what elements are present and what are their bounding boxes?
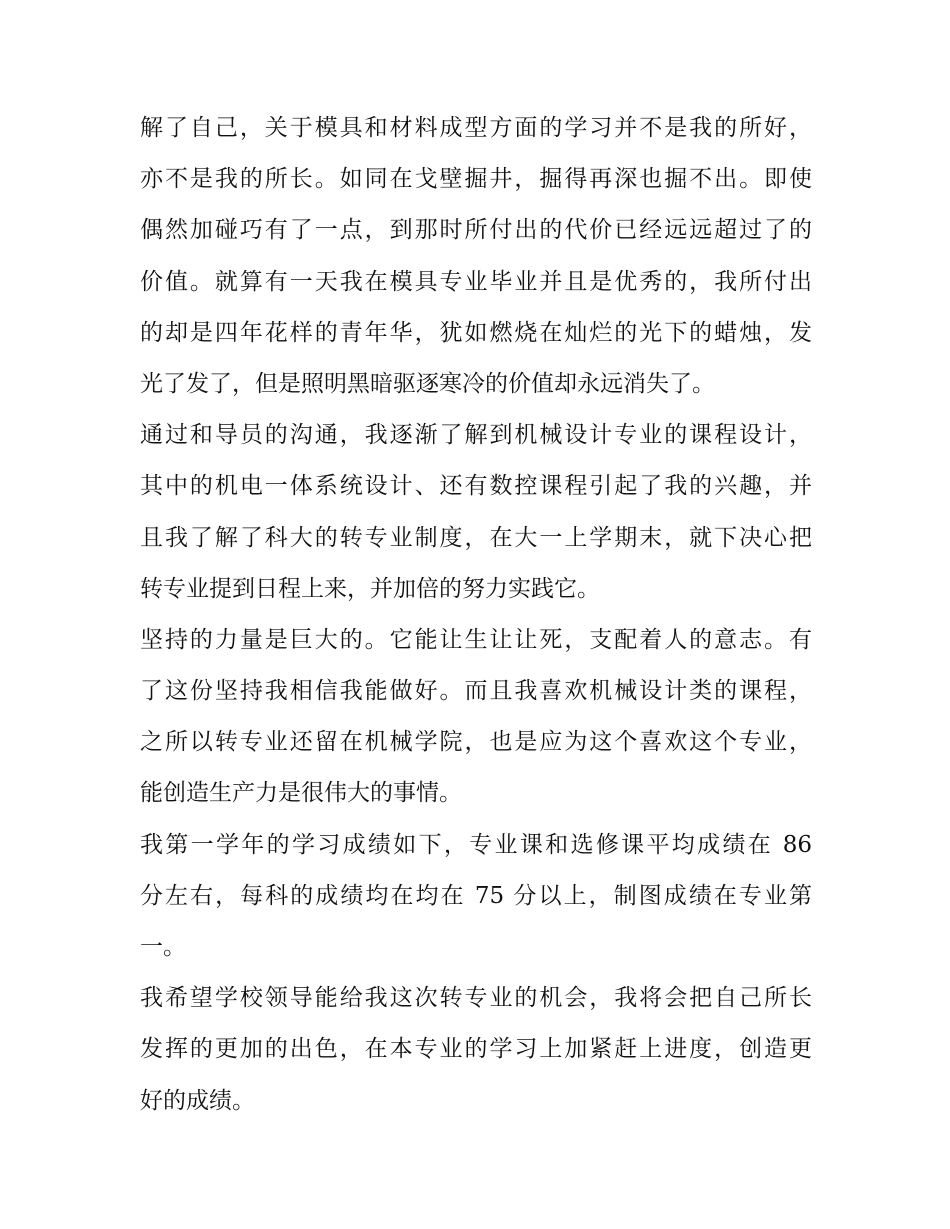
paragraph-4 [140,820,812,974]
text-line: 通过和导员的沟通，我逐渐了解到机械设计专业的课程设计， [140,422,812,449]
text-line: 价值。就算有一天我在模具专业毕业并且是优秀的，我所付出 [140,268,812,295]
text-line: 能创造生产力是很伟大的事情。 [140,780,462,807]
paragraph-5 [140,973,812,1127]
text-line: 亦不是我的所长。如同在戈壁掘井，掘得再深也掘不出。即使 [140,166,812,193]
text-line: 我希望学校领导能给我这次转专业的机会，我将会把自己所长 [140,985,812,1012]
text-line: 一。 [140,934,186,960]
document-body [140,103,812,1127]
text-line: 坚持的力量是巨大的。它能让生让让死，支配着人的意志。有 [140,626,812,653]
text-line: 其中的机电一体系统设计、还有数控课程引起了我的兴趣，并 [140,473,812,500]
text-line: 分左右，每科的成绩均在均在 75 分以上，制图成绩在专业第 [140,882,812,909]
text-line: 好的成绩。 [140,1087,255,1114]
text-line: 我第一学年的学习成绩如下，专业课和选修课平均成绩在 86 [140,831,812,858]
text-line: 发挥的更加的出色，在本专业的学习上加紧赶上进度，创造更 [140,1036,812,1063]
paragraph-1 [140,103,812,410]
paragraph-3 [140,615,812,820]
text-line: 的却是四年花样的青年华，犹如燃烧在灿烂的光下的蜡烛，发 [140,319,812,346]
paragraph-2 [140,410,812,615]
text-line: 光了发了，但是照明黑暗驱逐寒冷的价值却永远消失了。 [140,370,715,397]
text-line: 了这份坚持我相信我能做好。而且我喜欢机械设计类的课程， [140,678,812,705]
text-line: 转专业提到日程上来，并加倍的努力实践它。 [140,575,600,602]
text-line: 之所以转专业还留在机械学院，也是应为这个喜欢这个专业， [140,729,812,756]
text-line: 解了自己，关于模具和材料成型方面的学习并不是我的所好， [140,115,812,141]
text-line: 偶然加碰巧有了一点，到那时所付出的代价已经远远超过了的 [140,217,812,244]
text-line: 且我了解了科大的转专业制度，在大一上学期末，就下决心把 [140,524,812,551]
